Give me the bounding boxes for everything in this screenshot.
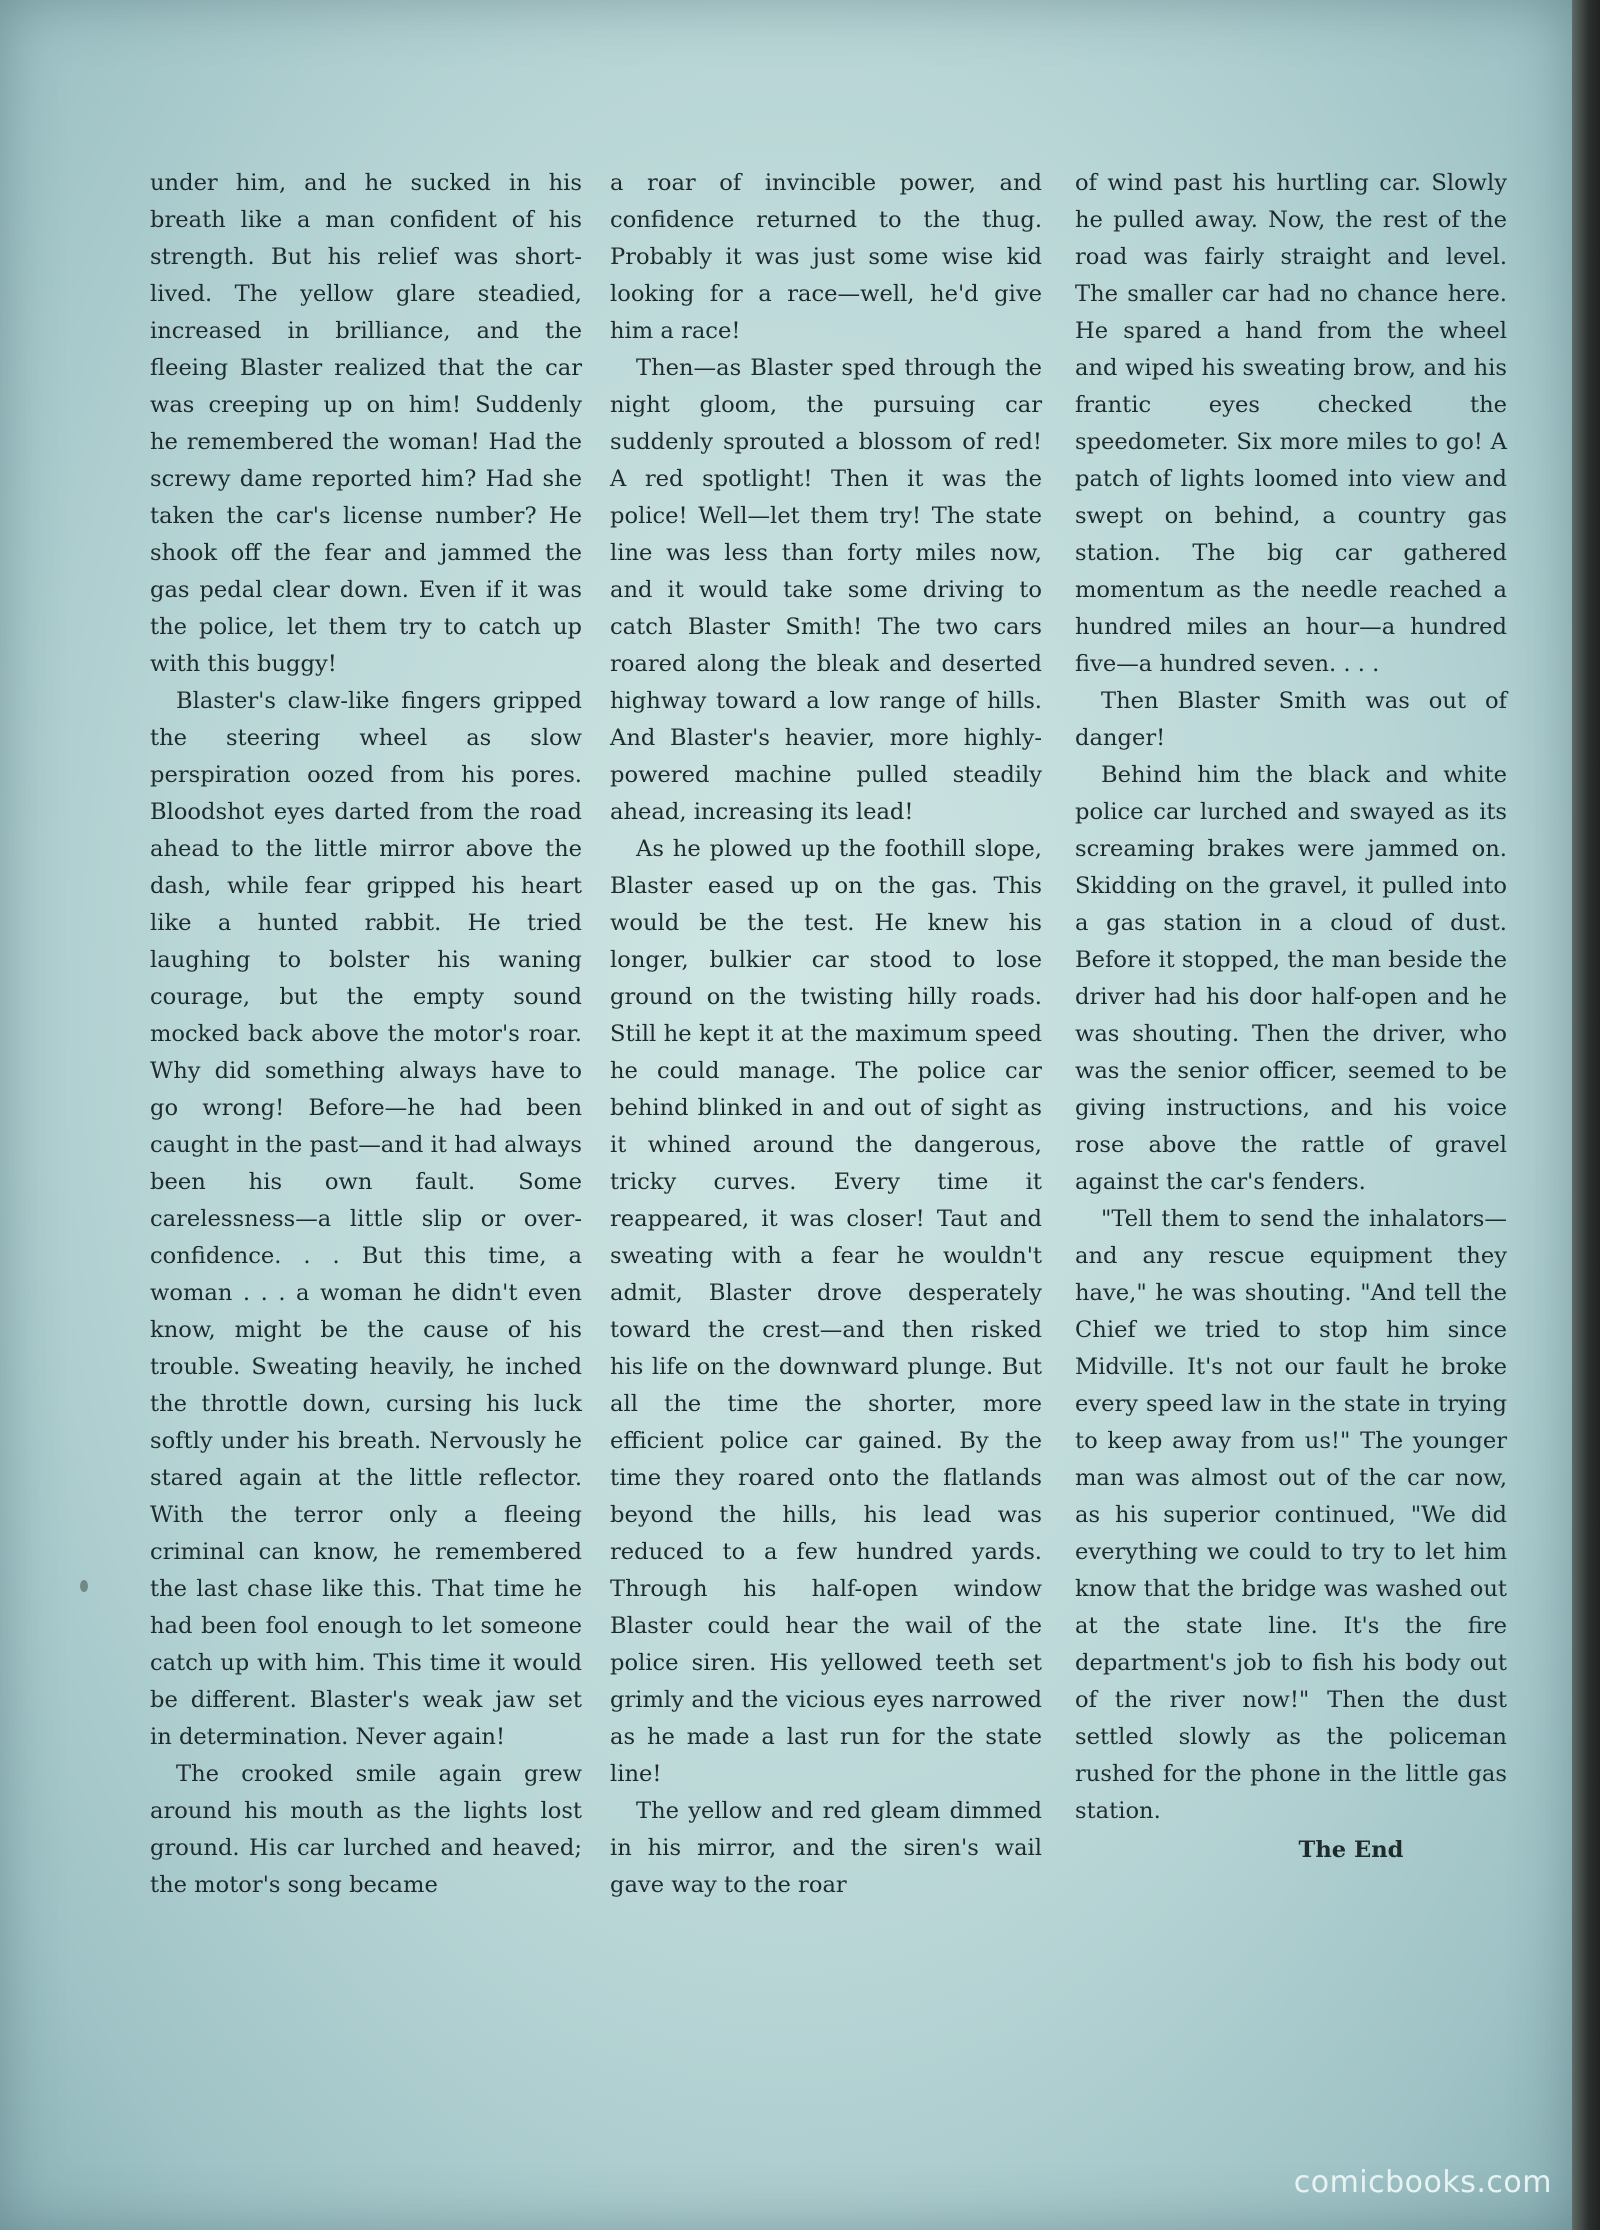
paragraph: of wind past his hurtling car. Slowly he pulled away. Now, the rest of the road was fairly straight and level. The smaller car had no chance here. He spared a hand from the wheel and wiped his sweating brow, and his frantic eyes checked the speedometer. Six more miles to go! A patch of lights loomed into view and swept on behind, a country gas station. The big car gathered momentum as the needle reached a hundred miles an hour—a hundred five—a hundred seven. . . . <box>1075 170 1507 677</box>
paragraph: Then—as Blaster sped through the night gloom, the pursuing car suddenly sprouted a blossom of red! A red spotlight! Then it was the police! Well—let them try! The state line was less than forty miles now, and it would take some driving to catch Blaster Smith! The two cars roared along the bleak and deserted highway toward a low range of hills. And Blaster's heavier, more highly-powered machine pulled steadily ahead, increasing its lead! <box>610 355 1042 825</box>
paragraph: The yellow and red gleam dimmed in his mirror, and the siren's wail gave way to the roar <box>610 1798 1042 1898</box>
page-binding-edge <box>1572 0 1600 2230</box>
scan-speck <box>80 1580 88 1592</box>
paragraph: As he plowed up the foothill slope, Blaster eased up on the gas. This would be the test. He knew his longer, bulkier car stood to lose ground on the twisting hilly roads. Still he kept it at the maximum speed he could manage. The police car behind blinked in and out of sight as it whined around the dangerous, tricky curves. Every time it reappeared, it was closer! Taut and sweating with a fear he wouldn't admit, Blaster drove desperately toward the crest—and then risked his life on the downward plunge. But all the time the shorter, more efficient police car gained. By the time they roared onto the flatlands beyond the hills, his lead was reduced to a few hundred yards. Through his half-open window Blaster could hear the wail of the police siren. His yellowed teeth set grimly and the vicious eyes narrowed as he made a last run for the state line! <box>610 836 1042 1787</box>
the-end-label: The End <box>1298 1837 1404 1863</box>
paragraph: Blaster's claw-like fingers gripped the steering wheel as slow perspiration oozed from his pores. Bloodshot eyes darted from the road ahead to the little mirror above the dash, while fear gripped his heart like a hunted rabbit. He tried laughing to bolster his waning courage, but the empty sound mocked back above the motor's roar. Why did something always have to go wrong! Before—he had been caught in the past—and it had always been his own fault. Some carelessness—a little slip or over-confidence. . . But this time, a woman . . . a woman he didn't even know, might be the cause of his trouble. Sweating heavily, he inched the throttle down, cursing his luck softly under his breath. Nervously he stared again at the little reflector. With the terror only a fleeing criminal can know, he remembered the last chase like this. That time he had been fool enough to let someone catch up with him. This time it would be different. Blaster's weak jaw set in determination. Never again! <box>150 688 582 1750</box>
text-column-3 <box>1075 165 1507 1869</box>
paragraph: Then Blaster Smith was out of danger! <box>1075 688 1507 751</box>
watermark: comicbooks.com <box>1293 2165 1552 2200</box>
paragraph: The crooked smile again grew around his mouth as the lights lost ground. His car lurched and heaved; the motor's song became <box>150 1761 582 1898</box>
paragraph: "Tell them to send the inhalators—and any rescue equipment they have," he was shouting. "And tell the Chief we tried to stop him since Midville. It's not our fault he broke every speed law in the state in trying to keep away from us!" The younger man was almost out of the car now, as his superior continued, "We did everything we could to try to let him know that the bridge was washed out at the state line. It's the fire department's job to fish his body out of the river now!" Then the dust settled slowly as the policeman rushed for the phone in the little gas station. <box>1075 1206 1507 1824</box>
paragraph: a roar of invincible power, and confidence returned to the thug. Probably it was just some wise kid looking for a race—well, he'd give him a race! <box>610 170 1042 344</box>
text-column-2 <box>610 165 1042 1904</box>
text-column-1 <box>150 165 582 1904</box>
paragraph: under him, and he sucked in his breath like a man confident of his strength. But his relief was short-lived. The yellow glare steadied, increased in brilliance, and the fleeing Blaster realized that the car was creeping up on him! Suddenly he remembered the woman! Had the screwy dame reported him? Had she taken the car's license number? He shook off the fear and jammed the gas pedal clear down. Even if it was the police, let them try to catch up with this buggy! <box>150 170 582 677</box>
paragraph: Behind him the black and white police car lurched and swayed as its screaming brakes were jammed on. Skidding on the gravel, it pulled into a gas station in a cloud of dust. Before it stopped, the man beside the driver had his door half-open and he was shouting. Then the driver, who was the senior officer, seemed to be giving instructions, and his voice rose above the rattle of gravel against the car's fenders. <box>1075 762 1507 1195</box>
